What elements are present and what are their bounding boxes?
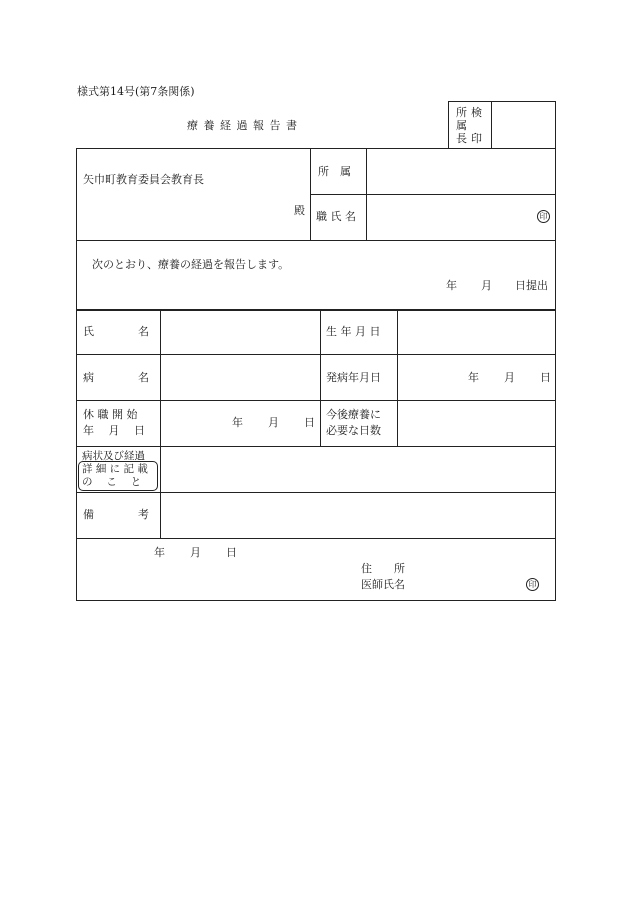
position-name-field[interactable] [367,195,555,240]
submit-day: 日提出 [515,279,548,292]
affiliation-field[interactable] [367,149,555,194]
seal-mark-1: 印 [537,210,550,223]
form-number: 様式第14号(第7条関係) [77,85,195,98]
remarks-field[interactable] [161,493,555,538]
addressee-name: 矢巾町教育委員会教育長 [83,173,204,186]
onset-day: 日 [540,371,551,384]
submit-year: 年 [446,279,457,292]
approval-label-2: 属 [456,119,467,132]
submit-month: 月 [481,279,492,292]
statement-text: 次のとおり、療養の経過を報告します。 [92,258,290,271]
remarks-label: 備 考 [83,508,149,521]
disease-field[interactable] [161,355,320,400]
onset-label: 発病年月日 [326,371,381,384]
onset-month: 月 [504,371,515,384]
approval-label-3: 長 [456,132,467,145]
onset-year: 年 [468,371,479,384]
leave-start-label-2: 年 月 日 [83,424,145,437]
doctor-name-field[interactable] [412,576,522,592]
footer-month: 月 [190,546,201,559]
footer-year: 年 [154,546,165,559]
needed-days-label-2: 必要な日数 [326,424,381,437]
birth-field[interactable] [398,311,555,354]
position-name-label: 職 氏 名 [316,210,356,223]
affiliation-label: 所 属 [318,165,351,178]
address-label: 住 所 [361,562,405,575]
approval-label-5: 印 [471,132,482,145]
footer-day: 日 [226,546,237,559]
leave-start-day: 日 [304,416,315,429]
form-title: 療 養 経 過 報 告 書 [187,119,298,132]
name-field[interactable] [161,311,320,354]
approval-seal-box[interactable] [492,102,555,148]
needed-days-field[interactable] [398,401,555,446]
doctor-label: 医師氏名 [361,578,405,591]
condition-label-2: 詳 細 に 記 載 [82,463,148,475]
condition-label-1: 病状及び経過 [82,450,145,462]
name-label: 氏 名 [83,325,149,338]
disease-label: 病 名 [83,371,149,384]
needed-days-label-1: 今後療養に [326,408,381,421]
condition-label-3: の こ と [82,476,142,488]
leave-start-label-1: 休 職 開 始 [83,408,138,421]
leave-start-year: 年 [232,416,243,429]
condition-field[interactable] [161,447,555,492]
seal-mark-2: 印 [526,578,539,591]
approval-label-4: 検 [471,106,482,119]
honorific: 殿 [294,204,305,217]
leave-start-month: 月 [268,416,279,429]
address-field[interactable] [412,560,522,576]
approval-label-1: 所 [456,106,467,119]
birth-label: 生 年 月 日 [326,325,381,338]
